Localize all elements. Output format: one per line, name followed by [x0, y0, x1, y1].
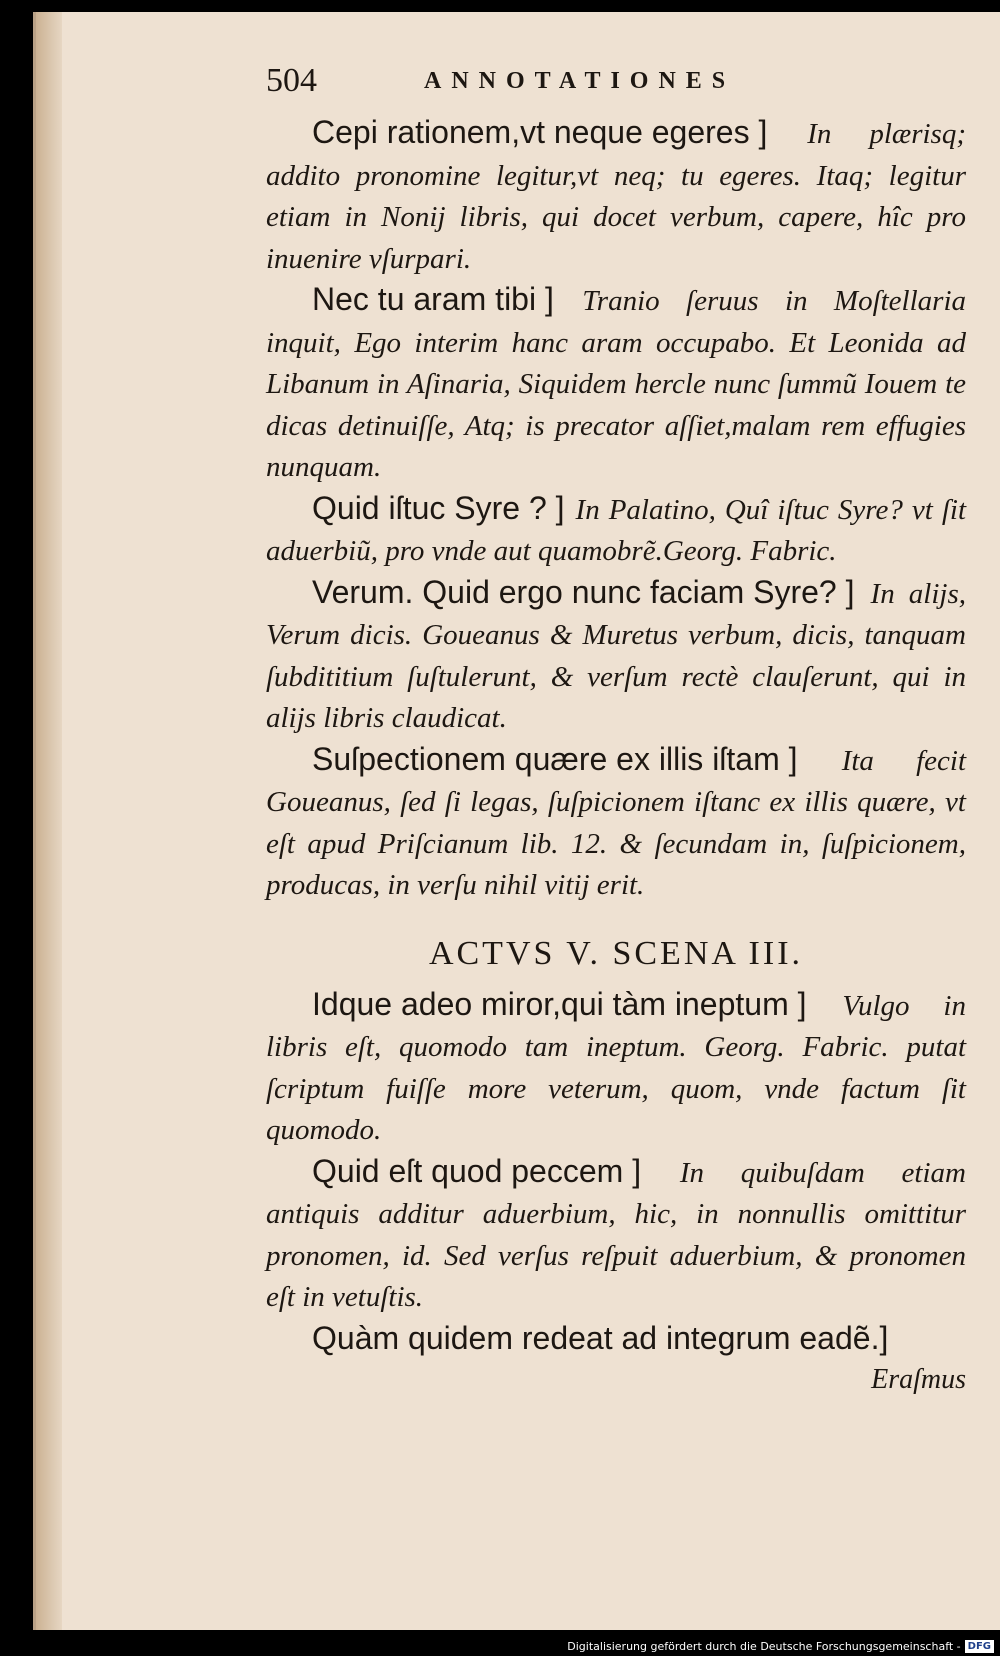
annotation-paragraph — [266, 572, 966, 739]
page-header — [266, 62, 966, 102]
lemma: Quid eſt quod peccem ] — [312, 1152, 642, 1189]
annotation-note: In Palatino, Quî iſtuc Syre? vt ſit aduerbiũ, pro vnde aut quamobrẽ.Georg. Fabric. — [266, 493, 967, 567]
annotation-paragraph — [266, 488, 966, 572]
catchword: Eraſmus — [871, 1364, 966, 1395]
footer-text: Digitalisierung gefördert durch die Deutsche Forschungsgemeinschaft - — [567, 1640, 961, 1653]
annotation-paragraph — [266, 279, 966, 488]
lemma: Cepi rationem,vt neque egeres ] — [312, 114, 768, 150]
page-number: 504 — [266, 62, 317, 99]
annotation-note: In plærisq; addito pronomine legitur,vt neq; tu egeres. Itaq; legitur etiam in Nonij libris, qui docet verbum, capere, hîc pro inuenire vſurpari. — [266, 118, 966, 275]
annotation-note: In quibuſdam etiam antiquis additur aduerbium, hic, in nonnullis omittitur pronomen, id. Sed verſus reſpuit aduerbium, & pronomen eſt in vetuſtis. — [266, 1156, 966, 1313]
annotation-paragraph — [266, 739, 966, 906]
annotation-paragraph — [266, 1318, 966, 1361]
digitization-footer — [567, 1640, 994, 1653]
annotation-note: In alijs, Verum dicis. Goueanus & Muretus verbum, dicis, tanquam ſubdititium ſuſtulerunt, & verſum rectè clauſerunt, qui in alijs libris claudicat. — [266, 577, 966, 734]
annotation-paragraph — [266, 1151, 966, 1318]
lemma: Quid iſtuc Syre ? ] — [312, 489, 565, 526]
annotation-note: Vulgo in libris eſt, quomodo tam ineptum. Georg. Fabric. putat ſcriptum fuiſſe more veterum, quom, vnde factum ſit quomodo. — [266, 989, 966, 1146]
annotation-paragraph — [266, 984, 966, 1151]
dfg-logo-icon: DFG — [965, 1640, 994, 1653]
book-page — [33, 12, 1000, 1630]
lemma: Idque adeo miror,qui tàm ineptum ] — [312, 985, 807, 1022]
lemma: Verum. Quid ergo nunc faciam Syre? ] — [312, 573, 855, 610]
running-head: ANNOTATIONES — [424, 68, 736, 94]
lemma: Nec tu aram tibi ] — [312, 281, 554, 317]
lemma: Suſpectionem quære ex illis iſtam ] — [312, 740, 798, 777]
page-gutter — [36, 12, 62, 1630]
annotation-paragraph — [266, 112, 966, 279]
annotation-note: Ita fecit Goueanus, ſed ſi legas, ſuſpicionem iſtanc ex illis quære, vt eſt apud Priſcianum lib. 12. & ſecundam in, ſuſpicionem, producas, in verſu nihil vitij erit. — [266, 744, 966, 901]
act-heading: ACTVS V. SCENA III. — [428, 934, 804, 972]
annotation-note: Tranio ſeruus in Moſtellaria inquit, Ego interim hanc aram occupabo. Et Leonida ad Libanum in Aſinaria, Siquidem hercle nunc ſummũ Iouem te dicas detinuiſſe, Atq; is precator aſſiet,malam rem effugies nunquam. — [266, 285, 967, 483]
lemma: Quàm quidem redeat ad integrum eadẽ.] — [312, 1319, 889, 1356]
page-body — [266, 112, 966, 1400]
